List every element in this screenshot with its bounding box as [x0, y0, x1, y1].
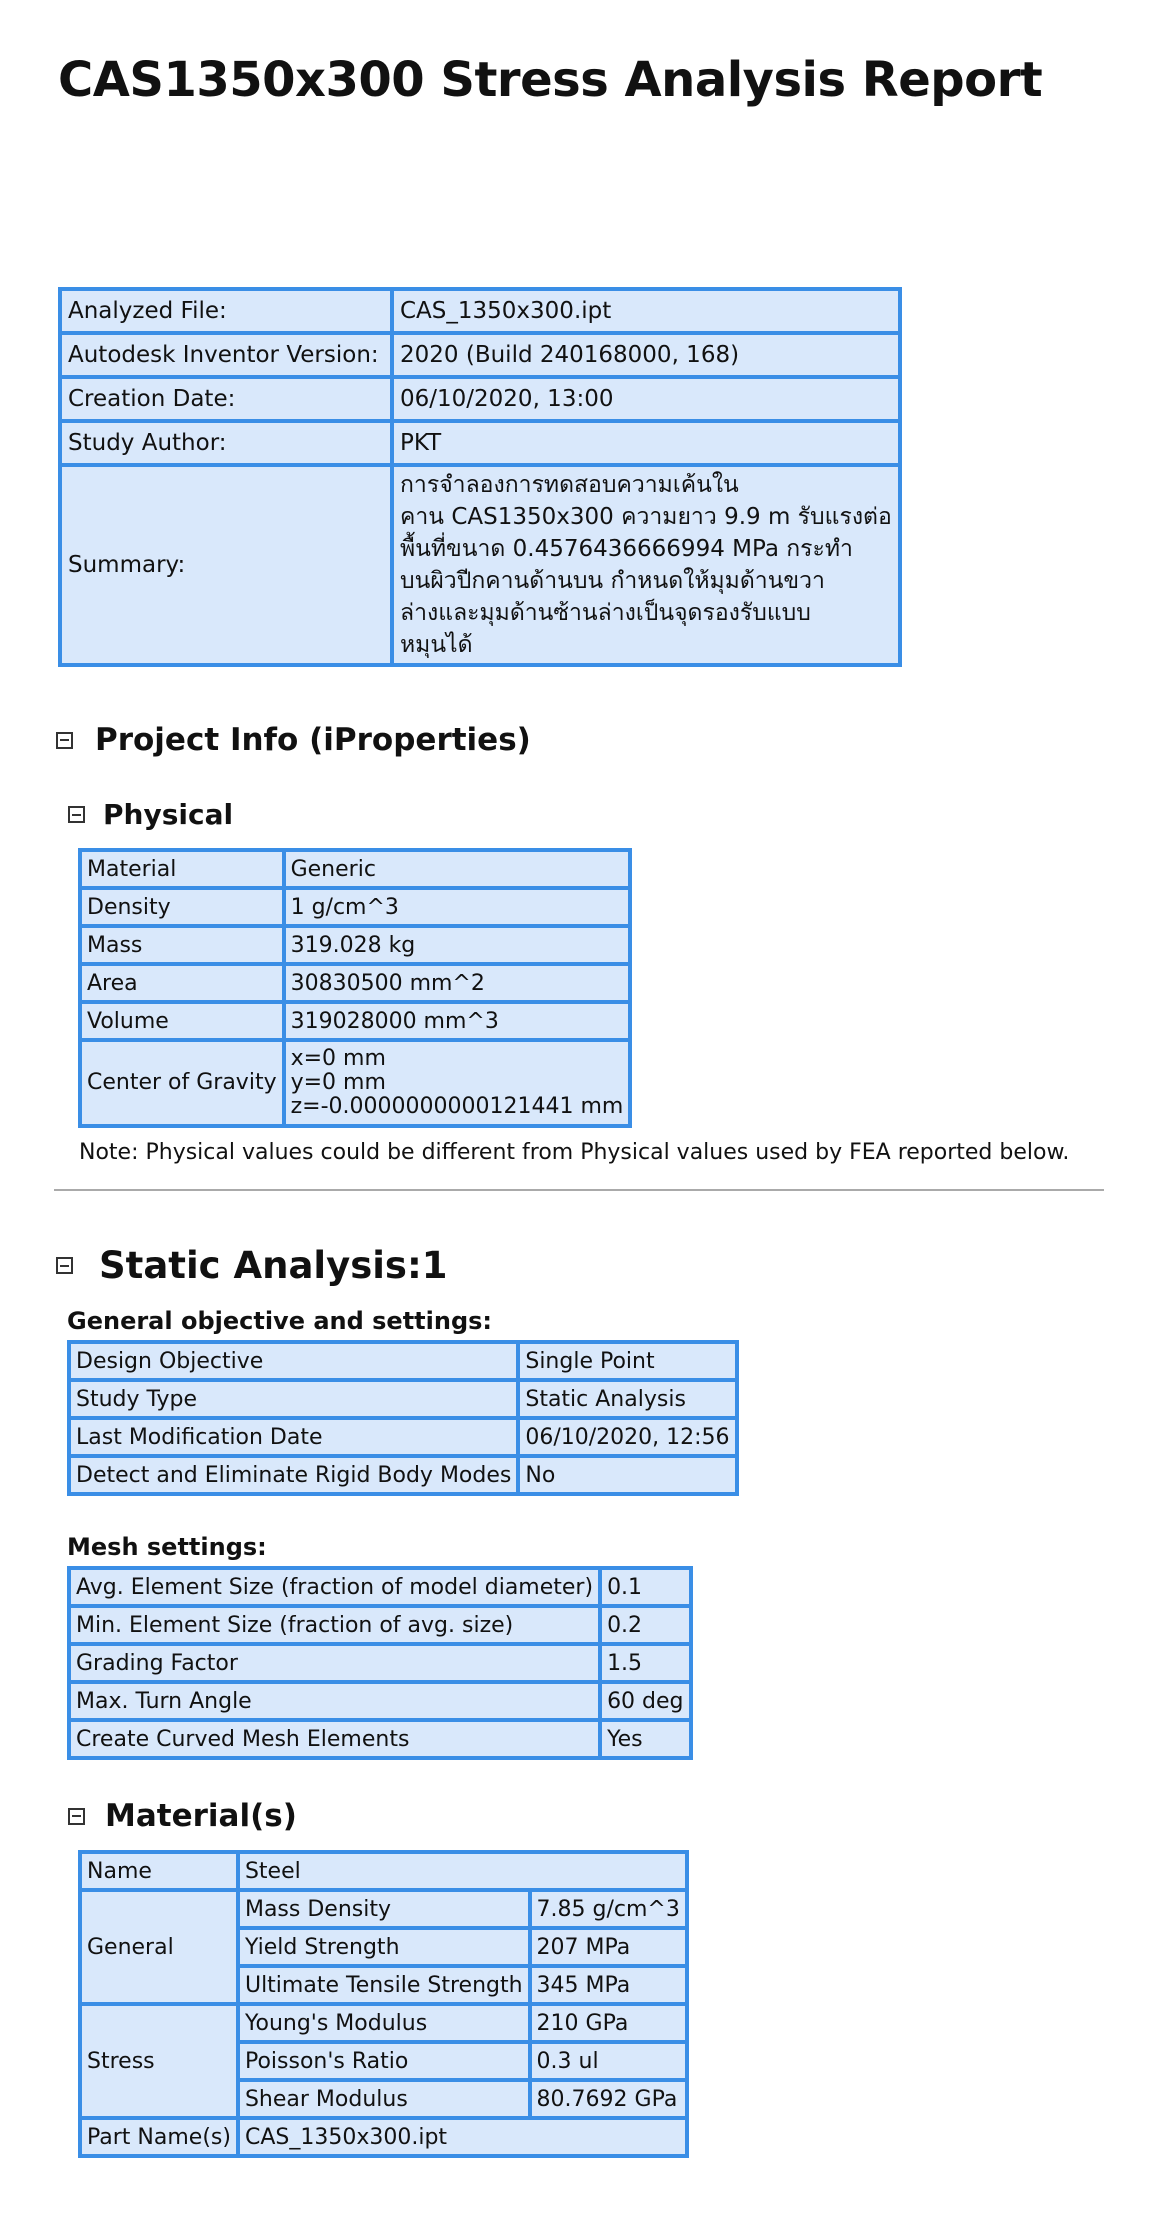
table-row — [80, 1002, 630, 1040]
materials-table — [78, 1850, 689, 2158]
table-row — [60, 289, 900, 333]
field-value: 0.1 — [600, 1568, 690, 1606]
general-settings-heading: General objective and settings: — [67, 1307, 493, 1335]
section-materials — [68, 1798, 297, 1834]
field-value: 06/10/2020, 12:56 — [518, 1418, 736, 1456]
field-value: 2020 (Build 240168000, 168) — [392, 333, 900, 377]
property-value: 210 GPa — [530, 2004, 687, 2042]
table-row — [69, 1644, 691, 1682]
table-row — [69, 1380, 737, 1418]
collapse-toggle-icon[interactable] — [68, 806, 85, 823]
field-label: Creation Date: — [60, 377, 392, 421]
summary-line: พื้นที่ขนาด 0.4576436666994 MPa กระทำ — [400, 536, 853, 562]
field-label: Study Type — [69, 1380, 518, 1418]
field-value: 319.028 kg — [284, 926, 631, 964]
field-value: Steel — [238, 1852, 687, 1890]
table-row — [69, 1606, 691, 1644]
section-heading: Static Analysis:1 — [99, 1244, 448, 1287]
table-row — [80, 2004, 687, 2042]
table-row — [69, 1682, 691, 1720]
group-label: Stress — [80, 2004, 238, 2118]
field-label: Min. Element Size (fraction of avg. size) — [69, 1606, 600, 1644]
report-summary-table — [58, 287, 902, 667]
cog-values — [284, 1040, 631, 1126]
cog-line: y=0 mm — [290, 1070, 386, 1095]
field-label: Max. Turn Angle — [69, 1682, 600, 1720]
field-label: Center of Gravity — [80, 1040, 284, 1126]
field-value: CAS_1350x300.ipt — [238, 2118, 687, 2156]
field-label: Detect and Eliminate Rigid Body Modes — [69, 1456, 518, 1494]
section-physical — [68, 798, 233, 831]
cog-line: z=-0.0000000000121441 mm — [290, 1094, 624, 1119]
field-value: 06/10/2020, 13:00 — [392, 377, 900, 421]
table-row — [60, 333, 900, 377]
section-heading: Material(s) — [105, 1798, 297, 1834]
property-label: Shear Modulus — [238, 2080, 530, 2118]
report-title: CAS1350x300 Stress Analysis Report — [58, 52, 1043, 108]
table-row — [80, 1852, 687, 1890]
table-row — [80, 1890, 687, 1928]
field-value: Single Point — [518, 1342, 736, 1380]
field-value: No — [518, 1456, 736, 1494]
property-value: 7.85 g/cm^3 — [530, 1890, 687, 1928]
field-label: Summary: — [60, 465, 392, 665]
property-value: 345 MPa — [530, 1966, 687, 2004]
table-row — [69, 1456, 737, 1494]
table-row — [60, 377, 900, 421]
property-label: Young's Modulus — [238, 2004, 530, 2042]
collapse-toggle-icon[interactable] — [56, 1257, 73, 1274]
property-value: 80.7692 GPa — [530, 2080, 687, 2118]
summary-text — [392, 465, 900, 665]
table-row — [80, 2118, 687, 2156]
field-label: Grading Factor — [69, 1644, 600, 1682]
section-heading: Physical — [103, 798, 234, 831]
field-value: 319028000 mm^3 — [284, 1002, 631, 1040]
table-row — [69, 1720, 691, 1758]
property-label: Yield Strength — [238, 1928, 530, 1966]
field-value: Yes — [600, 1720, 690, 1758]
field-value: 60 deg — [600, 1682, 690, 1720]
field-value: CAS_1350x300.ipt — [392, 289, 900, 333]
table-row — [80, 1040, 630, 1126]
section-heading: Project Info (iProperties) — [95, 722, 531, 758]
field-label: Last Modification Date — [69, 1418, 518, 1456]
table-row — [80, 850, 630, 888]
physical-note: Note: Physical values could be different from Physical values used by FEA reported below. — [79, 1140, 1070, 1165]
mesh-settings-table — [67, 1566, 693, 1760]
field-label: Material — [80, 850, 284, 888]
table-row — [60, 421, 900, 465]
field-label: Volume — [80, 1002, 284, 1040]
cog-line: x=0 mm — [290, 1046, 386, 1071]
field-value: Generic — [284, 850, 631, 888]
summary-line: หมุนได้ — [400, 632, 473, 658]
general-settings-table — [67, 1340, 739, 1496]
property-value: 0.3 ul — [530, 2042, 687, 2080]
section-project-info — [56, 722, 531, 758]
collapse-toggle-icon[interactable] — [68, 1808, 85, 1825]
table-row — [69, 1418, 737, 1456]
table-row — [80, 888, 630, 926]
field-label: Mass — [80, 926, 284, 964]
table-row — [80, 926, 630, 964]
field-value: Static Analysis — [518, 1380, 736, 1418]
summary-line: คาน CAS1350x300 ความยาว 9.9 m รับแรงต่อ — [400, 504, 892, 530]
collapse-toggle-icon[interactable] — [56, 732, 73, 749]
property-value: 207 MPa — [530, 1928, 687, 1966]
field-value: 1.5 — [600, 1644, 690, 1682]
summary-line: บนผิวปีกคานด้านบน กำหนดให้มุมด้านขวา — [400, 568, 825, 594]
property-label: Poisson's Ratio — [238, 2042, 530, 2080]
table-row — [80, 964, 630, 1002]
field-label: Name — [80, 1852, 238, 1890]
field-label: Avg. Element Size (fraction of model diameter) — [69, 1568, 600, 1606]
field-label: Autodesk Inventor Version: — [60, 333, 392, 377]
table-row — [60, 465, 900, 665]
field-value: 0.2 — [600, 1606, 690, 1644]
field-value: 30830500 mm^2 — [284, 964, 631, 1002]
field-label: Design Objective — [69, 1342, 518, 1380]
field-value: PKT — [392, 421, 900, 465]
field-label: Part Name(s) — [80, 2118, 238, 2156]
field-label: Analyzed File: — [60, 289, 392, 333]
table-row — [69, 1342, 737, 1380]
summary-line: การจำลองการทดสอบความเค้นใน — [400, 472, 739, 498]
field-label: Area — [80, 964, 284, 1002]
table-row — [69, 1568, 691, 1606]
field-label: Study Author: — [60, 421, 392, 465]
property-label: Mass Density — [238, 1890, 530, 1928]
group-label: General — [80, 1890, 238, 2004]
divider — [54, 1189, 1104, 1191]
field-label: Create Curved Mesh Elements — [69, 1720, 600, 1758]
field-label: Density — [80, 888, 284, 926]
physical-table — [78, 848, 632, 1128]
section-static-analysis — [56, 1244, 448, 1287]
property-label: Ultimate Tensile Strength — [238, 1966, 530, 2004]
field-value: 1 g/cm^3 — [284, 888, 631, 926]
summary-line: ล่างและมุมด้านซ้านล่างเป็นจุดรองรับแบบ — [400, 600, 811, 626]
mesh-settings-heading: Mesh settings: — [67, 1533, 267, 1561]
